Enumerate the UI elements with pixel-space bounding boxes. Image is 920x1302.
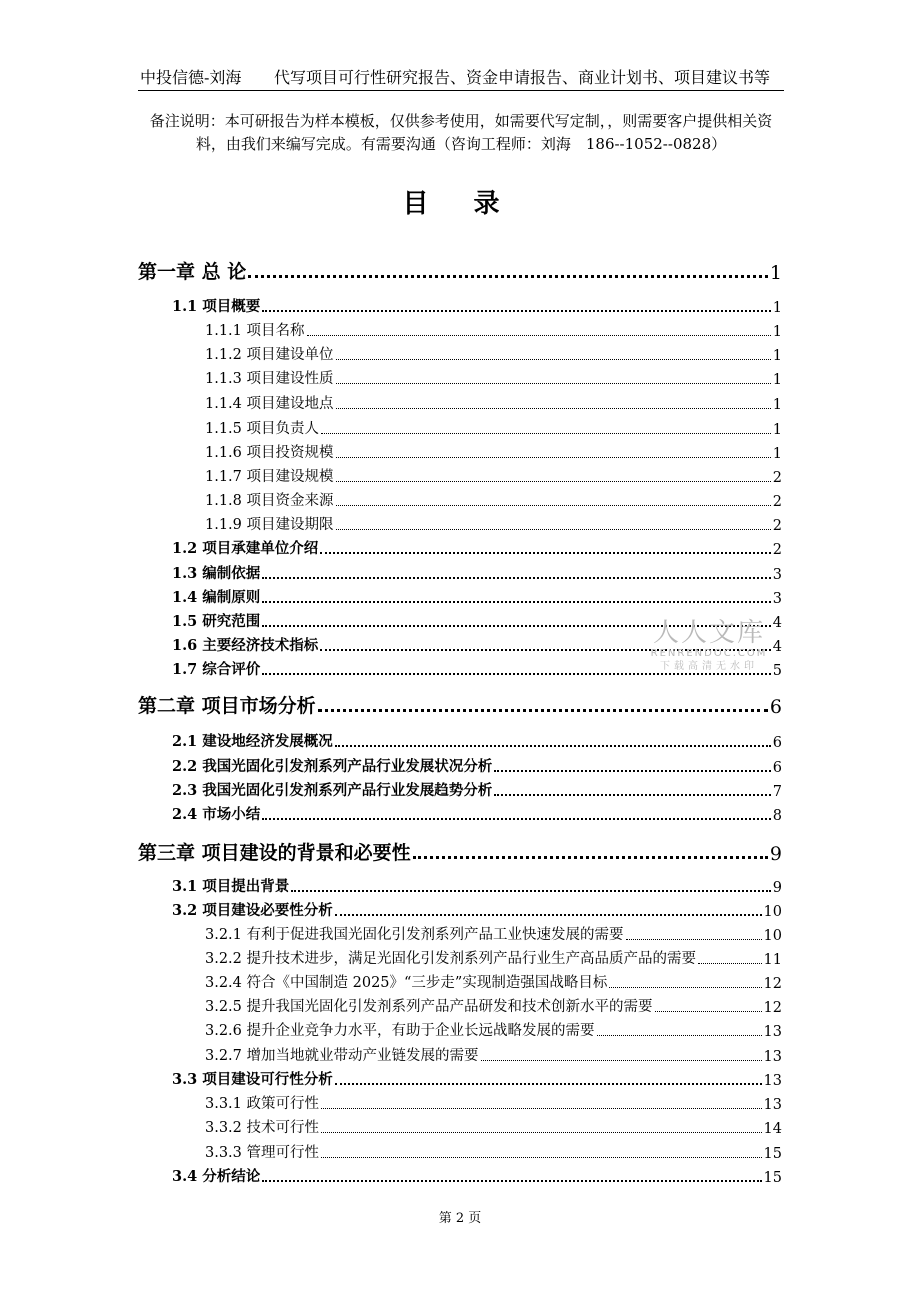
toc-dot-leader xyxy=(291,878,770,892)
toc-entry-label: 3.1 项目提出背景 xyxy=(172,878,290,895)
toc-dot-leader xyxy=(626,927,762,940)
toc-page-number: 6 xyxy=(772,735,782,751)
toc-subsection-entry[interactable] xyxy=(205,393,782,413)
toc-entry-label: 1.1.6 项目投资规模 xyxy=(205,445,334,461)
toc-subsection-entry[interactable] xyxy=(205,1117,782,1137)
toc-dot-leader xyxy=(655,999,762,1012)
toc-dot-leader xyxy=(262,565,770,579)
toc-entry-label: 2.4 市场小结 xyxy=(172,806,261,823)
toc-page-number: 9 xyxy=(772,880,782,896)
remark-note: 备注说明：本可研报告为样本模板，仅供参考使用，如需要代写定制，，则需要客户提供相关资料，由我们来编写完成。有需要沟通（咨询工程师：刘海 186--1052--0828） xyxy=(149,112,773,153)
toc-dot-leader xyxy=(321,421,771,434)
toc-entry-label: 3.2.5 提升我国光固化引发剂系列产品产品研发和技术创新水平的需要 xyxy=(205,999,653,1015)
toc-page-number: 10 xyxy=(763,904,782,920)
toc-page-number: 2 xyxy=(772,518,782,534)
toc-section-entry[interactable] xyxy=(172,780,782,800)
toc-entry-label: 3.2.6 提升企业竞争力水平，有助于企业长远战略发展的需要 xyxy=(205,1023,595,1039)
toc-dot-leader xyxy=(413,838,768,859)
page-footer: 第 2 页 xyxy=(438,1211,482,1226)
toc-subsection-entry[interactable] xyxy=(205,1142,782,1162)
toc-chapter-entry[interactable] xyxy=(138,692,782,718)
toc-page-number: 12 xyxy=(763,976,782,992)
toc-page-number: 1 xyxy=(772,300,782,316)
toc-entry-label: 1.2 项目承建单位介绍 xyxy=(172,540,319,557)
toc-page-number: 2 xyxy=(772,470,782,486)
toc-entry-label: 1.3 编制依据 xyxy=(172,565,261,582)
toc-dot-leader xyxy=(481,1048,762,1061)
toc-page-number: 14 xyxy=(763,1121,782,1137)
toc-entry-label: 3.2.7 增加当地就业带动产业链发展的需要 xyxy=(205,1048,479,1064)
toc-section-entry[interactable] xyxy=(172,900,782,920)
toc-dot-leader xyxy=(336,445,771,458)
toc-dot-leader xyxy=(609,975,761,988)
watermark-slogan: 下载高清无水印 xyxy=(660,661,758,672)
toc-page-number: 3 xyxy=(772,567,782,583)
toc-subsection-entry[interactable] xyxy=(205,996,782,1016)
toc-page-number: 13 xyxy=(763,1049,782,1065)
toc-dot-leader xyxy=(262,589,770,603)
toc-entry-label: 3.3.3 管理可行性 xyxy=(205,1145,320,1161)
toc-page-number: 5 xyxy=(772,663,782,679)
toc-entry-label: 1.7 综合评价 xyxy=(172,661,261,678)
toc-entry-label: 1.1.2 项目建设单位 xyxy=(205,347,334,363)
toc-subsection-entry[interactable] xyxy=(205,344,782,364)
toc-subsection-entry[interactable] xyxy=(205,442,782,462)
toc-page-number: 7 xyxy=(772,784,782,800)
toc-page-number: 13 xyxy=(763,1024,782,1040)
toc-section-entry[interactable] xyxy=(172,538,782,558)
toc-entry-label: 1.1.5 项目负责人 xyxy=(205,421,320,437)
toc-section-entry[interactable] xyxy=(172,1166,782,1186)
toc-dot-leader xyxy=(307,323,771,336)
header-right-text: 代写项目可行性研究报告、资金申请报告、商业计划书、项目建议书等 xyxy=(273,68,770,87)
toc-page-number: 1 xyxy=(772,397,782,413)
page-header xyxy=(138,62,784,91)
toc-entry-label: 1.1.1 项目名称 xyxy=(205,323,305,339)
toc-entry-label: 1.1.7 项目建设规模 xyxy=(205,469,334,485)
toc-entry-label: 第三章 项目建设的背景和必要性 xyxy=(138,842,411,864)
toc-page-number: 15 xyxy=(763,1146,782,1162)
toc-subsection-entry[interactable] xyxy=(205,320,782,340)
toc-subsection-entry[interactable] xyxy=(205,418,782,438)
toc-dot-leader xyxy=(321,1145,762,1158)
toc-entry-label: 3.2.1 有利于促进我国光固化引发剂系列产品工业快速发展的需要 xyxy=(205,927,624,943)
watermark-domain: RENRENDOC.COM xyxy=(650,648,768,659)
toc-dot-leader xyxy=(320,540,770,554)
toc-entry-label: 1.5 研究范围 xyxy=(172,613,261,630)
toc-dot-leader xyxy=(262,1168,761,1182)
toc-dot-leader xyxy=(335,902,762,916)
toc-section-entry[interactable] xyxy=(172,876,782,896)
toc-page-number: 4 xyxy=(772,639,782,655)
toc-page-number: 1 xyxy=(769,262,782,284)
toc-dot-leader xyxy=(336,371,771,384)
toc-entry-label: 第二章 项目市场分析 xyxy=(138,695,316,717)
toc-entry-label: 1.1.9 项目建设期限 xyxy=(205,517,334,533)
watermark xyxy=(646,618,772,673)
toc-chapter-entry[interactable] xyxy=(138,258,782,284)
toc-page-number: 1 xyxy=(772,324,782,340)
toc-entry-label: 1.6 主要经济技术指标 xyxy=(172,637,319,654)
toc-page-number: 12 xyxy=(763,1000,782,1016)
toc-dot-leader xyxy=(335,1071,762,1085)
toc-dot-leader xyxy=(336,469,771,482)
toc-subsection-entry[interactable] xyxy=(205,1020,782,1040)
toc-entry-label: 3.2.2 提升技术进步，满足光固化引发剂系列产品行业生产高品质产品的需要 xyxy=(205,951,697,967)
toc-entry-label: 3.3 项目建设可行性分析 xyxy=(172,1071,333,1088)
toc-page-number: 1 xyxy=(772,348,782,364)
toc-page-number: 8 xyxy=(772,808,782,824)
toc-entry-label: 2.1 建设地经济发展概况 xyxy=(172,733,333,750)
toc-entry-label: 2.2 我国光固化引发剂系列产品行业发展状况分析 xyxy=(172,758,493,775)
toc-dot-leader xyxy=(336,493,771,506)
toc-subsection-entry[interactable] xyxy=(205,1045,782,1065)
toc-entry-label: 第一章 总 论 xyxy=(138,261,247,283)
toc-subsection-entry[interactable] xyxy=(205,466,782,486)
toc-dot-leader xyxy=(335,733,771,747)
toc-subsection-entry[interactable] xyxy=(205,368,782,388)
toc-entry-label: 3.3.2 技术可行性 xyxy=(205,1120,320,1136)
toc-dot-leader xyxy=(262,806,770,820)
toc-subsection-entry[interactable] xyxy=(205,1093,782,1113)
toc-section-entry[interactable] xyxy=(172,731,782,751)
toc-section-entry[interactable] xyxy=(172,587,782,607)
toc-dot-leader xyxy=(336,347,771,360)
toc-page-number: 15 xyxy=(763,1170,782,1186)
toc-entry-label: 3.3.1 政策可行性 xyxy=(205,1096,320,1112)
toc-page-number: 1 xyxy=(772,422,782,438)
toc-page-number: 1 xyxy=(772,372,782,388)
toc-entry-label: 1.1.3 项目建设性质 xyxy=(205,371,334,387)
toc-dot-leader xyxy=(597,1023,762,1036)
toc-entry-label: 1.1 项目概要 xyxy=(172,298,261,315)
watermark-logo-text: 人人文库 xyxy=(652,618,765,648)
toc-subsection-entry[interactable] xyxy=(205,514,782,534)
toc-dot-leader xyxy=(262,298,770,312)
toc-page-number: 6 xyxy=(769,696,782,718)
toc-dot-leader xyxy=(318,691,768,712)
toc-page-number: 3 xyxy=(772,591,782,607)
toc-page-number: 1 xyxy=(772,446,782,462)
toc-page-number: 4 xyxy=(772,615,782,631)
toc-page-number: 6 xyxy=(772,760,782,776)
toc-entry-label: 1.4 编制原则 xyxy=(172,589,261,606)
toc-dot-leader xyxy=(698,951,762,964)
toc-entry-label: 1.1.4 项目建设地点 xyxy=(205,396,334,412)
toc-subsection-entry[interactable] xyxy=(205,948,782,968)
toc-dot-leader xyxy=(494,758,770,772)
toc-section-entry[interactable] xyxy=(172,296,782,316)
toc-dot-leader xyxy=(336,517,771,530)
toc-dot-leader xyxy=(494,782,770,796)
toc-chapter-entry[interactable] xyxy=(138,839,782,865)
toc-dot-leader xyxy=(248,257,768,278)
toc-section-entry[interactable] xyxy=(172,1069,782,1089)
toc-page-number: 13 xyxy=(763,1073,782,1089)
toc-title: 目 录 xyxy=(402,189,518,219)
toc-section-entry[interactable] xyxy=(172,563,782,583)
toc-entry-label: 3.4 分析结论 xyxy=(172,1168,261,1185)
toc-dot-leader xyxy=(336,396,771,409)
toc-dot-leader xyxy=(321,1096,762,1109)
toc-page-number: 11 xyxy=(763,952,782,968)
toc-dot-leader xyxy=(321,1120,762,1133)
toc-subsection-entry[interactable] xyxy=(205,490,782,510)
toc-entry-label: 1.1.8 项目资金来源 xyxy=(205,493,334,509)
toc-page-number: 9 xyxy=(769,843,782,865)
toc-page-number: 2 xyxy=(772,494,782,510)
toc-subsection-entry[interactable] xyxy=(205,972,782,992)
header-left-text: 中投信德-刘海 xyxy=(140,68,242,87)
toc-subsection-entry[interactable] xyxy=(205,924,782,944)
toc-page-number: 10 xyxy=(763,928,782,944)
toc-entry-label: 3.2 项目建设必要性分析 xyxy=(172,902,333,919)
toc-page-number: 2 xyxy=(772,542,782,558)
toc-section-entry[interactable] xyxy=(172,804,782,824)
toc-entry-label: 3.2.4 符合《中国制造 2025》“三步走”实现制造强国战略目标 xyxy=(205,975,608,991)
toc-entry-label: 2.3 我国光固化引发剂系列产品行业发展趋势分析 xyxy=(172,782,493,799)
toc-section-entry[interactable] xyxy=(172,756,782,776)
toc-page-number: 13 xyxy=(763,1097,782,1113)
